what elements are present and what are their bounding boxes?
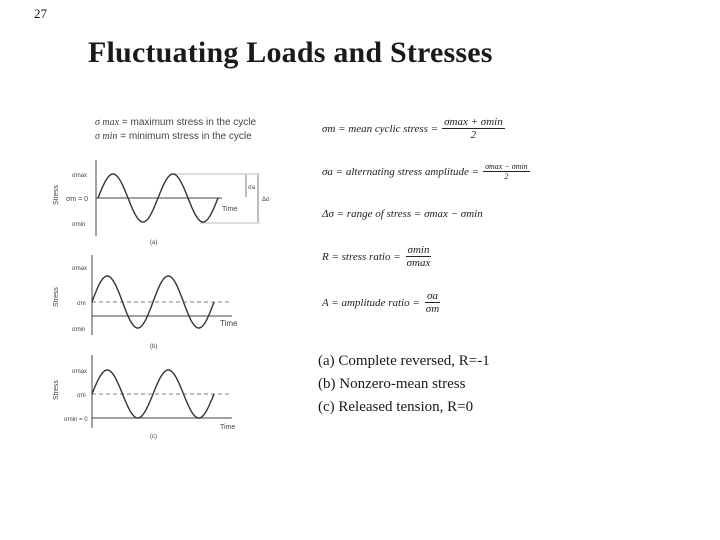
plot-c-stress-axis-label: Stress — [53, 380, 60, 400]
mean-stress-denominator: 2 — [470, 129, 477, 141]
amplitude-ratio-lhs: A = amplitude ratio = — [322, 296, 420, 309]
amplitude-ratio-denominator: σm — [425, 303, 440, 315]
plot-a-max-label: σmax — [72, 173, 88, 179]
plot-c-wave — [92, 370, 214, 418]
plot-a-min-label: σmin — [72, 222, 86, 228]
plot-b-caption: (b) — [150, 344, 158, 350]
plot-c-time-axis-label: Time — [220, 424, 236, 431]
case-a: (a) Complete reversed, R=-1 — [318, 353, 490, 369]
plot-a-range-label: Δσ — [262, 197, 270, 203]
amplitude-ratio-numerator: σa — [426, 290, 438, 302]
case-c: (c) Released tension, R=0 — [318, 399, 474, 415]
plot-a-time-axis-label: Time — [222, 206, 238, 213]
case-b: (b) Nonzero-mean stress — [318, 376, 466, 392]
mean-stress-numerator: σmax + σmin — [444, 116, 503, 128]
alternating-stress-denominator: 2 — [504, 172, 509, 181]
alternating-stress-lhs: σa = alternating stress amplitude = — [322, 165, 480, 178]
plot-c — [53, 355, 235, 440]
plot-a — [53, 160, 270, 246]
plot-b-time-axis-label: Time — [220, 319, 238, 328]
plot-b-mean-label: σm — [77, 301, 86, 307]
plot-c-mean-label: σm — [77, 393, 86, 399]
plot-c-caption: (c) — [150, 434, 157, 440]
definition-min-symbol: σ min — [95, 131, 118, 142]
plot-b-min-label: σmin — [72, 327, 86, 333]
plot-c-max-label: σmax — [72, 369, 88, 375]
mean-stress-lhs: σm = mean cyclic stress = — [322, 122, 439, 135]
plot-c-min-label: σmin = 0 — [64, 417, 88, 423]
definition-min-text: = minimum stress in the cycle — [120, 131, 252, 142]
slide-number: 27 — [34, 6, 47, 21]
stress-ratio-denominator: σmax — [406, 257, 431, 269]
alternating-stress-numerator: σmax − σmin — [485, 162, 528, 171]
plot-a-amplitude-label: σa — [248, 185, 256, 191]
stress-ratio-numerator: σmin — [407, 244, 430, 256]
plot-a-mean-label: σm = 0 — [66, 196, 89, 203]
plot-b — [53, 255, 238, 350]
plot-a-stress-axis-label: Stress — [53, 185, 60, 205]
stress-ratio-lhs: R = stress ratio = — [322, 250, 401, 263]
plot-b-stress-axis-label: Stress — [53, 287, 60, 307]
page-title: Fluctuating Loads and Stresses — [88, 36, 493, 69]
plot-b-wave — [92, 276, 214, 328]
definition-max-text: = maximum stress in the cycle — [121, 117, 257, 128]
definition-max-symbol: σ max — [95, 117, 120, 128]
stress-range-text: Δσ = range of stress = σmax − σmin — [322, 208, 483, 220]
plot-a-caption: (a) — [150, 240, 158, 246]
plot-b-max-label: σmax — [72, 266, 88, 272]
